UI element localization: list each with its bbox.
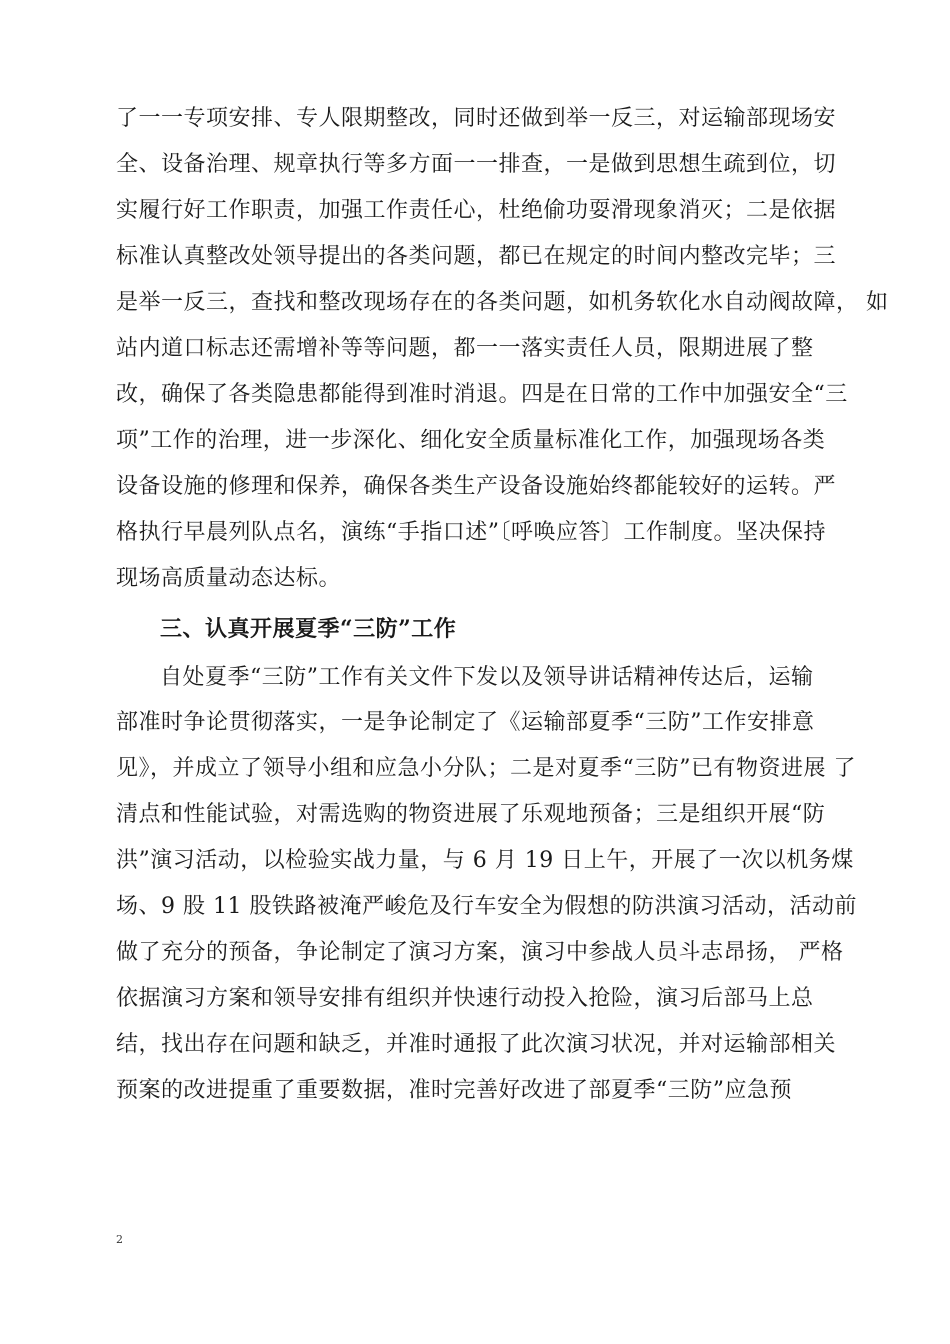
text-line: 部准时争论贯彻落实，一是争论制定了《运输部夏季“三防”工作安排意 [116, 710, 815, 735]
text-line: 设备设施的修理和保养，确保各类生产设备设施始终都能较好的运转。严 [116, 474, 837, 499]
text-line: 洪”演习活动，以检验实战力量，与 6 月 19 日上午，开展了一次以机务煤 [116, 848, 854, 873]
text-line: 了一一专项安排、专人限期整改，同时还做到举一反三，对运输部现场安 [116, 106, 837, 131]
text-line: 预案的改进提重了重要数据，准时完善好改进了部夏季“三防”应急预 [116, 1078, 792, 1103]
text-line: 依据演习方案和领导安排有组织并快速行动投入抢险，演习后部马上总 [116, 986, 814, 1011]
text-line: 实履行好工作职责，加强工作责任心，杜绝偷功耍滑现象消灭；二是依据 [116, 198, 837, 223]
text-line: 清点和性能试验，对需选购的物资进展了乐观地预备；三是组织开展“防 [116, 802, 826, 827]
page-number: 2 [116, 1233, 123, 1246]
text-line: 全、设备治理、规章执行等多方面一一排查，一是做到思想生疏到位，切 [116, 152, 837, 177]
text-line: 现场高质量动态达标。 [116, 566, 342, 591]
text-line: 场、9 股 11 股铁路被淹严峻危及行车安全为假想的防洪演习活动，活动前 [116, 894, 857, 919]
text-line: 做了充分的预备，争论制定了演习方案，演习中参战人员斗志昂扬， 严格 [116, 940, 844, 965]
section-heading: 三、认真开展夏季“三防”工作 [160, 616, 457, 642]
text-line: 站内道口标志还需增补等等问题，都一一落实责任人员，限期进展了整 [116, 336, 814, 361]
text-line: 自处夏季“三防”工作有关文件下发以及领导讲话精神传达后，运输 [160, 665, 814, 690]
text-line: 标准认真整改处领导提出的各类问题，都已在规定的时间内整改完毕；三 [116, 244, 837, 269]
text-line: 改，确保了各类隐患都能得到准时消退。四是在日常的工作中加强安全“三 [116, 382, 848, 407]
text-line: 见》，并成立了领导小组和应急小分队；二是对夏季“三防”已有物资进展 了 [116, 756, 856, 781]
text-line: 项”工作的治理，进一步深化、细化安全质量标准化工作，加强现场各类 [116, 428, 826, 453]
text-line: 是举一反三，查找和整改现场存在的各类问题，如机务软化水自动阀故障， 如 [116, 290, 889, 315]
text-line: 格执行早晨列队点名，演练“手指口述”〔呼唤应答〕工作制度。坚决保持 [116, 520, 826, 545]
text-line: 结，找出存在问题和缺乏，并准时通报了此次演习状况，并对运输部相关 [116, 1032, 837, 1057]
